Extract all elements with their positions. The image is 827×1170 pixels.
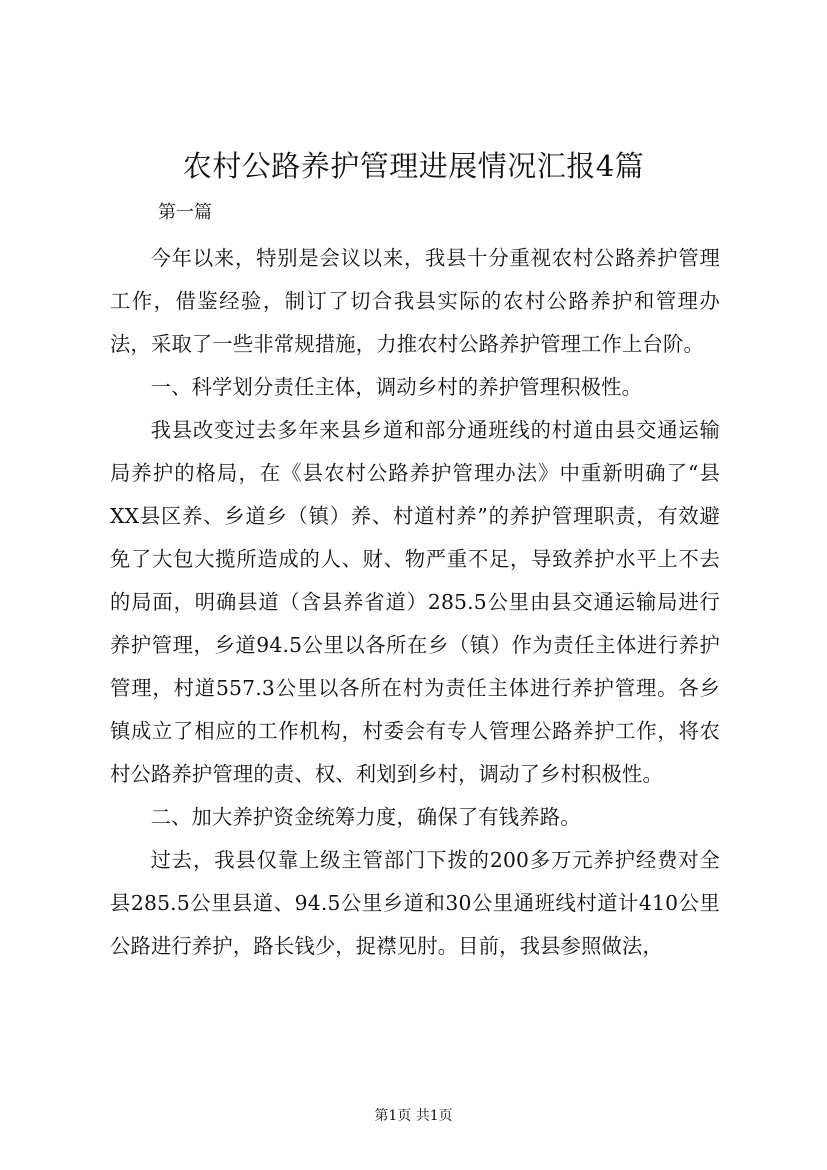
section-label: 第一篇 bbox=[158, 202, 212, 223]
page-footer: 第1页 共1页 bbox=[374, 1108, 453, 1124]
heading-section-two: 二、加大养护资金统筹力度，确保了有钱养路。 bbox=[150, 805, 581, 829]
paragraph-section-two: 过去，我县仅靠上级主管部门下拨的200多万元养护经费对全县285.5公里县道、94.5公里乡道和30公里通班线村道计410公里公路进行养护，路长钱少，捉襟见肘。目前，我县参照做法， bbox=[110, 848, 720, 958]
paragraph-section-one: 我县改变过去多年来县乡道和部分通班线的村道由县交通运输局养护的格局，在《县农村公路养护管理办法》中重新明确了“县XX县区养、乡道乡（镇）养、村道村养”的养护管理职责，有效避免了大包大揽所造成的人、财、物严重不足，导致养护水平上不去的局面，明确县道（含县养省道）285.5公里由县交通运输局进行养护管理，乡道94.5公里以各所在乡（镇）作为责任主体进行养护管理，村道557.3公里以各所在村为责任主体进行养护管理。各乡镇成立了相应的工作机构，村委会有专人管理公路养护工作，将农村公路养护管理的责、权、利划到乡村，调动了乡村积极性。 bbox=[110, 418, 720, 786]
paragraph-intro: 今年以来，特别是会议以来，我县十分重视农村公路养护管理工作，借鉴经验，制订了切合我县实际的农村公路养护和管理办法，采取了一些非常规措施，力推农村公路养护管理工作上台阶。 bbox=[110, 246, 720, 356]
document-title: 农村公路养护管理进展情况汇报4篇 bbox=[182, 149, 645, 183]
heading-section-one: 一、科学划分责任主体，调动乡村的养护管理积极性。 bbox=[150, 375, 643, 399]
document-body bbox=[110, 237, 720, 968]
